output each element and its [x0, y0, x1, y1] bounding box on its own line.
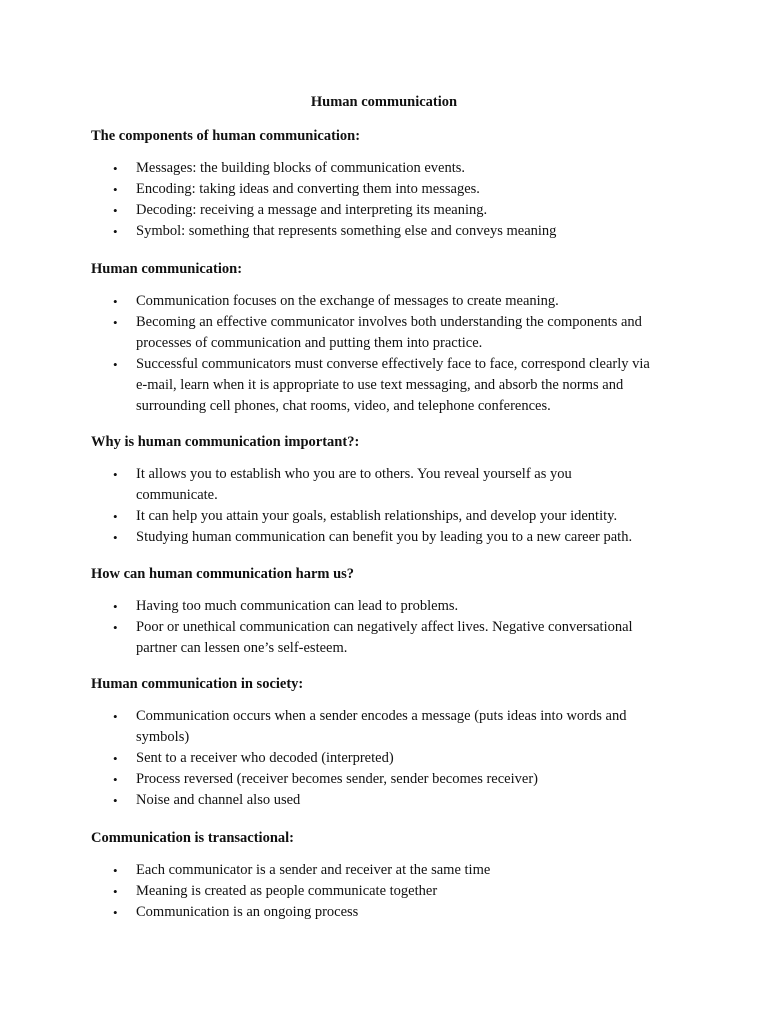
bullet-icon: • [113, 161, 118, 176]
bullet-text-line: surrounding cell phones, chat rooms, video, and telephone conferences. [136, 398, 551, 414]
bullet-item [91, 291, 681, 312]
bullet-list [91, 706, 691, 811]
bullet-icon: • [113, 182, 118, 197]
bullet-text-line: Symbol: something that represents something else and conveys meaning [136, 223, 557, 239]
page-title: Human communication [310, 94, 458, 110]
section-society [91, 674, 691, 811]
bullet-item [91, 706, 681, 748]
bullet-text-line: Process reversed (receiver becomes sender, sender becomes receiver) [136, 771, 538, 787]
bullet-item [91, 221, 681, 242]
bullet-item [91, 506, 681, 527]
section-heading: Why is human communication important?: [91, 434, 360, 450]
section-transactional [91, 828, 691, 923]
bullet-icon: • [113, 751, 118, 766]
bullet-text-line: partner can lessen one’s self-esteem. [136, 640, 348, 656]
section-human-communication [91, 259, 691, 417]
bullet-text-line: Communication occurs when a sender encodes a message (puts ideas into words and [136, 708, 627, 724]
bullet-text-line: Messages: the building blocks of communication events. [136, 160, 466, 176]
bullet-text-line: e-mail, learn when it is appropriate to use text messaging, and absorb the norms and [136, 377, 624, 393]
bullet-text-line: Meaning is created as people communicate together [136, 883, 438, 899]
bullet-item [91, 902, 681, 923]
bullet-text-line: Becoming an effective communicator involves both understanding the components and [136, 314, 642, 330]
bullet-item [91, 790, 681, 811]
bullet-icon: • [113, 467, 118, 482]
bullet-item [91, 860, 681, 881]
bullet-text-line: Having too much communication can lead to problems. [136, 598, 459, 614]
section-components [91, 126, 691, 242]
bullet-text-line: Poor or unethical communication can negatively affect lives. Negative conversational [136, 619, 633, 635]
bullet-item [91, 617, 681, 659]
bullet-text-line: It can help you attain your goals, establish relationships, and develop your identity. [136, 508, 618, 524]
bullet-item [91, 881, 681, 902]
bullet-text-line: processes of communication and putting them into practice. [136, 335, 483, 351]
bullet-list [91, 860, 691, 923]
bullet-text-line: symbols) [136, 729, 190, 745]
bullet-icon: • [113, 294, 118, 309]
bullet-icon: • [113, 509, 118, 524]
bullet-item [91, 200, 681, 221]
bullet-text-line: Encoding: taking ideas and converting them into messages. [136, 181, 480, 197]
bullet-list [91, 291, 691, 417]
bullet-text-line: Decoding: receiving a message and interpreting its meaning. [136, 202, 488, 218]
bullet-icon: • [113, 620, 118, 635]
bullet-text-line: Communication focuses on the exchange of messages to create meaning. [136, 293, 559, 309]
bullet-item [91, 748, 681, 769]
bullet-item [91, 158, 681, 179]
bullet-list [91, 464, 691, 548]
bullet-text-line: Noise and channel also used [136, 792, 301, 808]
bullet-icon: • [113, 315, 118, 330]
bullet-item [91, 527, 681, 548]
section-heading: Human communication in society: [91, 676, 304, 692]
bullet-item [91, 769, 681, 790]
bullet-icon: • [113, 224, 118, 239]
section-harm [91, 564, 691, 659]
bullet-item [91, 464, 681, 506]
bullet-icon: • [113, 772, 118, 787]
bullet-list [91, 596, 691, 659]
bullet-icon: • [113, 709, 118, 724]
bullet-icon: • [113, 905, 118, 920]
bullet-icon: • [113, 884, 118, 899]
bullet-icon: • [113, 863, 118, 878]
bullet-text-line: Each communicator is a sender and receiver at the same time [136, 862, 491, 878]
bullet-text-line: communicate. [136, 487, 218, 503]
bullet-icon: • [113, 530, 118, 545]
bullet-icon: • [113, 357, 118, 372]
bullet-text-line: It allows you to establish who you are to others. You reveal yourself as you [136, 466, 572, 482]
bullet-text-line: Successful communicators must converse effectively face to face, correspond clearly via [136, 356, 650, 372]
bullet-text-line: Studying human communication can benefit you by leading you to a new career path. [136, 529, 633, 545]
section-heading: Communication is transactional: [91, 830, 294, 846]
bullet-item [91, 354, 681, 417]
bullet-item [91, 596, 681, 617]
bullet-item [91, 312, 681, 354]
section-heading: Human communication: [91, 261, 243, 277]
bullet-icon: • [113, 599, 118, 614]
bullet-icon: • [113, 793, 118, 808]
section-heading: The components of human communication: [91, 128, 361, 144]
bullet-item [91, 179, 681, 200]
bullet-list [91, 158, 691, 242]
bullet-text-line: Sent to a receiver who decoded (interpreted) [136, 750, 394, 766]
bullet-icon: • [113, 203, 118, 218]
section-heading: How can human communication harm us? [91, 566, 355, 582]
section-why-important [91, 432, 691, 548]
bullet-text-line: Communication is an ongoing process [136, 904, 359, 920]
